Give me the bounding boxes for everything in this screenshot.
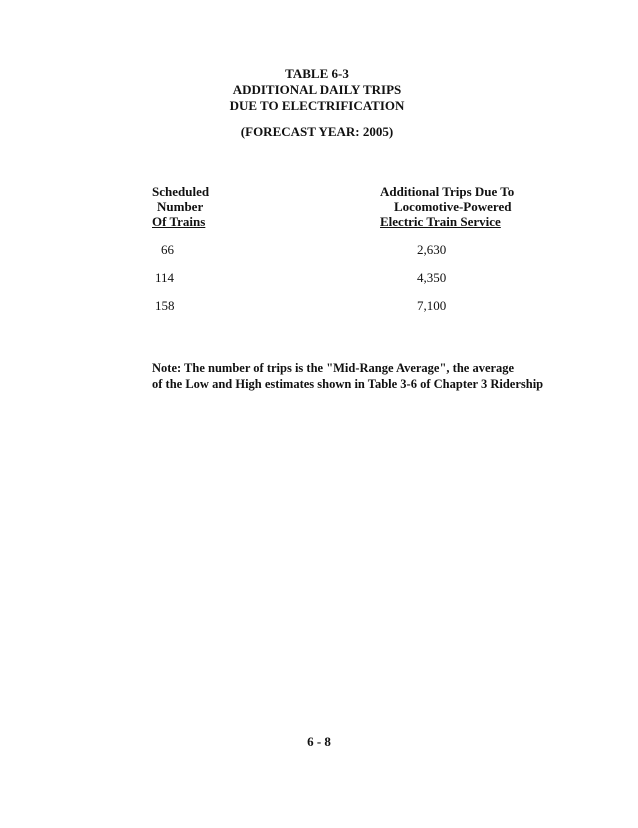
additional-trips-cell: 2,630: [417, 242, 447, 257]
table-row: [0, 242, 638, 270]
column-header-trains-line2: Number: [157, 199, 204, 214]
note-line1: Note: The number of trips is the "Mid-Range Average", the average: [152, 361, 515, 375]
table-title-line2: DUE TO ELECTRIFICATION: [229, 98, 405, 113]
column-header-trains: [152, 184, 272, 229]
column-header-trains-line3: Of Trains: [152, 214, 206, 229]
additional-trips-cell: 7,100: [417, 298, 447, 313]
table-note: [152, 360, 612, 392]
table-body: [0, 242, 638, 326]
column-header-trips-line1: Additional Trips Due To: [380, 184, 515, 199]
column-header-trains-line1: Scheduled: [152, 184, 210, 199]
table-title-line1: ADDITIONAL DAILY TRIPS: [232, 82, 402, 97]
table-title-block: [0, 66, 638, 140]
column-header-trips-line2: Locomotive-Powered: [394, 199, 512, 214]
scheduled-trains-cell: 114: [155, 270, 175, 285]
scheduled-trains-cell: 66: [161, 242, 174, 257]
scheduled-trains-cell: 158: [155, 298, 175, 313]
table-number: TABLE 6-3: [285, 66, 349, 81]
note-line2: of the Low and High estimates shown in Table 3-6 of Chapter 3 Ridership: [152, 377, 544, 391]
table-row: [0, 270, 638, 298]
additional-trips-cell: 4,350: [417, 270, 447, 285]
table-row: [0, 298, 638, 326]
page-number: 6 - 8: [307, 734, 331, 749]
forecast-year: (FORECAST YEAR: 2005): [240, 124, 394, 139]
column-header-trips-line3: Electric Train Service: [380, 214, 501, 229]
column-header-trips: [380, 184, 560, 229]
